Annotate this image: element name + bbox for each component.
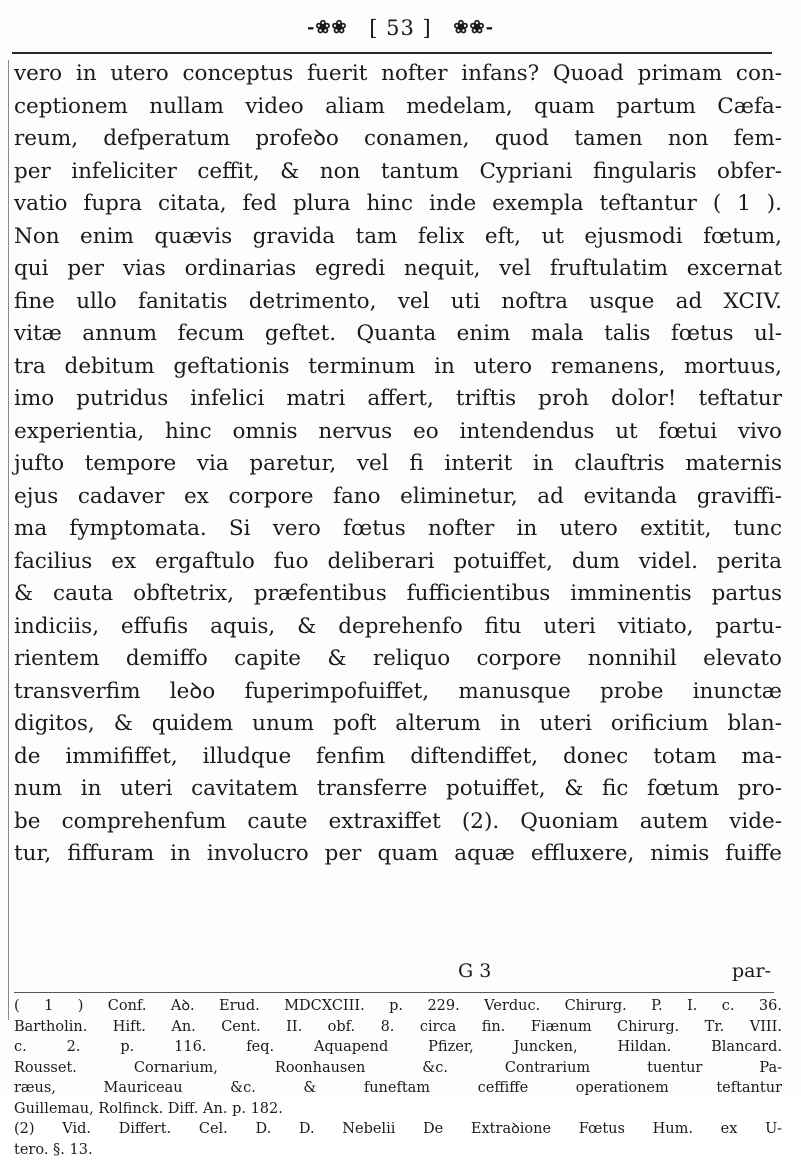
footnote-line: tero. §. 13. (14, 1140, 782, 1160)
text-line: reum, defperatum profeꝺo conamen, quod tamen non fem- (14, 123, 782, 156)
footnote-line: Rousset. Cornarium, Roonhausen &c. Contrarium tuentur Pa- (14, 1058, 782, 1079)
text-line: fine ullo fanitatis detrimento, vel uti noftra usque ad XCIV. (14, 286, 782, 319)
footnote-line: Guillemau, Rolfinck. Diff. An. p. 182. (14, 1099, 782, 1120)
margin-rule (8, 60, 9, 1020)
text-line: vitæ annum fecum geftet. Quanta enim mala talis fœtus ul- (14, 318, 782, 351)
footnote-line: Bartholin. Hift. An. Cent. II. obf. 8. circa fin. Fiænum Chirurg. Tr. VIII. (14, 1017, 782, 1038)
text-line: Non enim quævis gravida tam felix eft, ut ejusmodi fœtum, (14, 221, 782, 254)
text-line: jufto tempore via paretur, vel fi interit in clauftris maternis (14, 448, 782, 481)
text-line: qui per vias ordinarias egredi nequit, vel fruftulatim excernat (14, 253, 782, 286)
text-line: ceptionem nullam video aliam medelam, quam partum Cæfa- (14, 91, 782, 124)
footnote-line: (2) Vid. Differt. Cel. D. D. Nebelii De Extraꝺione Fœtus Hum. ex U- (14, 1119, 782, 1140)
ornament-left-icon: -❀❀ (307, 17, 348, 38)
text-line: imo putridus infelici matri affert, triftis proh dolor! teftatur (14, 383, 782, 416)
text-line: be comprehenfum caute extraxiffet (2). Quoniam autem vide- (14, 806, 782, 839)
footnote-rule (14, 992, 774, 993)
text-line: num in uteri cavitatem transferre potuiffet, & fic fœtum pro- (14, 773, 782, 806)
body-text (14, 58, 782, 871)
text-line: experientia, hinc omnis nervus eo intendendus ut fœtui vivo (14, 416, 782, 449)
text-line: digitos, & quidem unum poft alterum in uteri orificium blan- (14, 708, 782, 741)
footnote-line: ræus, Mauriceau &c. & funeftam ceffiffe operationem teftantur (14, 1078, 782, 1099)
text-line: de immififfet, illudque fenfim diftendiffet, donec totam ma- (14, 741, 782, 774)
text-line: facilius ex ergaftulo fuo deliberari potuiffet, dum videl. perita (14, 546, 782, 579)
footnote-line: ( 1 ) Conf. Aꝺ. Erud. MDCXCIII. p. 229. Verduc. Chirurg. P. I. c. 36. (14, 996, 782, 1017)
header-rule (12, 52, 772, 54)
signature-mark: G 3 (458, 960, 491, 982)
page-signature-row (0, 960, 801, 988)
text-line: ejus cadaver ex corpore fano eliminetur, ad evitanda graviffi- (14, 481, 782, 514)
page-header (0, 14, 801, 40)
text-line: vatio fupra citata, fed plura hinc inde exempla teftantur ( 1 ). (14, 188, 782, 221)
footnotes (14, 996, 782, 1160)
text-line: vero in utero conceptus fuerit nofter infans? Quoad primam con- (14, 58, 782, 91)
text-line: rientem demiffo capite & reliquo corpore nonnihil elevato (14, 643, 782, 676)
ornament-right-icon: ❀❀- (453, 17, 494, 38)
text-line: ma fymptomata. Si vero fœtus nofter in utero extitit, tunc (14, 513, 782, 546)
text-line: transverfim leꝺo fuperimpofuiffet, manusque probe inunctæ (14, 676, 782, 709)
text-line: per infeliciter ceffit, & non tantum Cypriani fingularis obfer- (14, 156, 782, 189)
text-line: tur, fiffuram in involucro per quam aquæ effluxere, nimis fuiffe (14, 838, 782, 871)
text-line: indiciis, effufis aquis, & deprehenfo fitu uteri vitiato, partu- (14, 611, 782, 644)
footnote-line: c. 2. p. 116. feq. Aquapend Pfizer, Juncken, Hildan. Blancard. (14, 1037, 782, 1058)
text-line: & cauta obftetrix, præfentibus fufficientibus imminentis partus (14, 578, 782, 611)
catchword: par- (732, 960, 771, 982)
page-number: [ 53 ] (369, 16, 431, 40)
text-line: tra debitum geftationis terminum in utero remanens, mortuus, (14, 351, 782, 384)
